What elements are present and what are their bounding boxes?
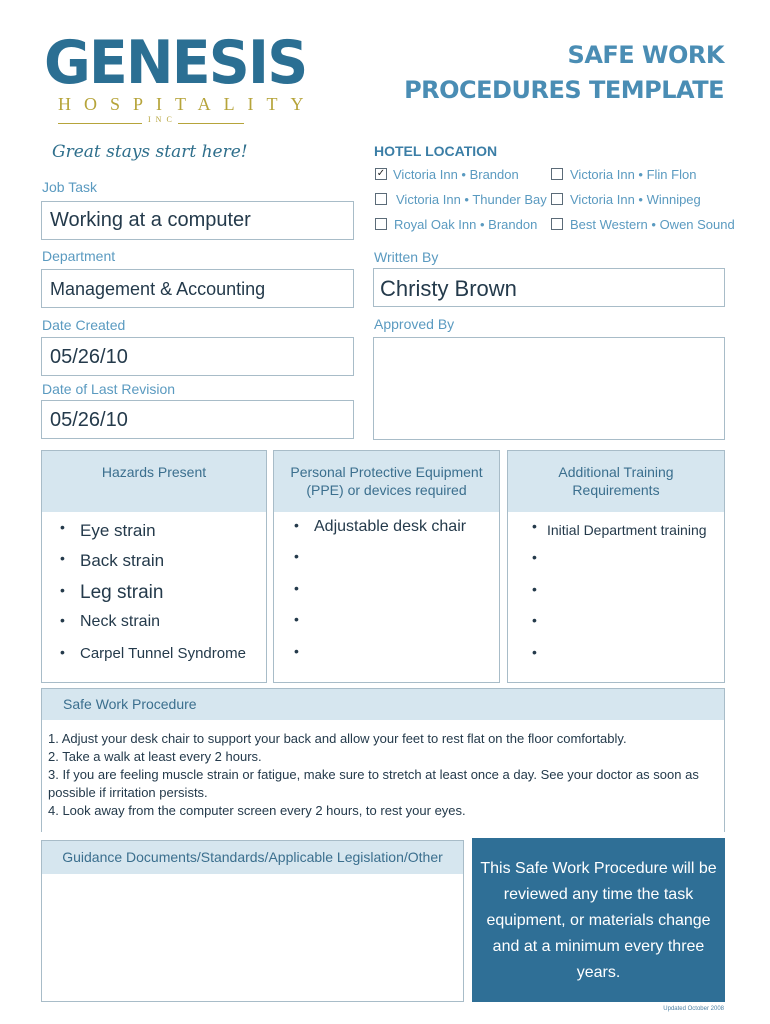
date-revision-field[interactable] bbox=[41, 400, 354, 439]
job-task-field[interactable] bbox=[41, 201, 354, 240]
hazard-item: Back strain bbox=[80, 551, 165, 570]
department-label: Department bbox=[42, 248, 116, 264]
bullet-icon: • bbox=[294, 611, 299, 627]
ppe-box bbox=[273, 450, 500, 683]
written-by-label: Written By bbox=[374, 249, 439, 265]
written-by-field[interactable] bbox=[373, 268, 725, 307]
procedure-line: 4. Look away from the computer screen every 2 hours, to rest your eyes. bbox=[48, 803, 466, 818]
bullet-icon: • bbox=[60, 612, 65, 628]
procedure-heading: Safe Work Procedure bbox=[42, 689, 724, 720]
ppe-heading-line-2: (PPE) or devices required bbox=[306, 482, 467, 498]
training-item: Initial Department training bbox=[547, 522, 707, 538]
bullet-icon: • bbox=[532, 612, 537, 628]
bullet-icon: • bbox=[60, 582, 65, 598]
procedure-text bbox=[48, 730, 728, 820]
date-created-value: 05/26/10 bbox=[50, 346, 128, 368]
bullet-icon: • bbox=[294, 548, 299, 564]
hazard-item: Carpel Tunnel Syndrome bbox=[80, 645, 246, 662]
hazard-item: Eye strain bbox=[80, 521, 156, 540]
logo-divider-left bbox=[58, 123, 142, 124]
approved-by-field[interactable] bbox=[373, 337, 725, 440]
date-revision-label: Date of Last Revision bbox=[42, 381, 176, 397]
checkbox-victoria-thunder-bay[interactable] bbox=[375, 193, 387, 205]
bullet-icon: • bbox=[60, 550, 65, 566]
guidance-box[interactable] bbox=[41, 840, 464, 1002]
option-victoria-brandon: Victoria Inn • Brandon bbox=[393, 167, 519, 182]
department-field[interactable] bbox=[41, 269, 354, 308]
hazard-item: Leg strain bbox=[80, 582, 164, 603]
procedure-line: 2. Take a walk at least every 2 hours. bbox=[48, 749, 262, 764]
page-title bbox=[404, 38, 724, 108]
hazards-heading: Hazards Present bbox=[42, 451, 266, 512]
checkbox-victoria-flin-flon[interactable] bbox=[551, 168, 563, 180]
bullet-icon: • bbox=[60, 519, 65, 535]
written-by-value: Christy Brown bbox=[380, 276, 517, 301]
bullet-icon: • bbox=[60, 644, 65, 660]
logo-subtext: HOSPITALITY bbox=[58, 94, 317, 114]
title-line-2: PROCEDURES TEMPLATE bbox=[404, 76, 724, 104]
training-heading bbox=[508, 451, 724, 512]
ppe-heading-line-1: Personal Protective Equipment bbox=[290, 464, 483, 480]
procedure-line: 3. If you are feeling muscle strain or fatigue, make sure to stretch at least once a day. See your doctor as soon as possible if irritation persists. bbox=[48, 767, 699, 800]
option-victoria-winnipeg: Victoria Inn • Winnipeg bbox=[570, 192, 701, 207]
updated-note: Updated October 2008 bbox=[663, 1006, 724, 1012]
bullet-icon: • bbox=[294, 580, 299, 596]
bullet-icon: • bbox=[532, 644, 537, 660]
date-created-field[interactable] bbox=[41, 337, 354, 376]
option-best-western-owen-sound: Best Western • Owen Sound bbox=[570, 217, 735, 232]
logo-divider-right bbox=[178, 123, 244, 124]
hotel-location-heading: HOTEL LOCATION bbox=[374, 143, 498, 159]
approved-by-label: Approved By bbox=[374, 316, 455, 332]
option-royal-oak-brandon: Royal Oak Inn • Brandon bbox=[394, 217, 538, 232]
training-heading-line-1: Additional Training bbox=[558, 464, 674, 480]
procedure-line: 1. Adjust your desk chair to support your back and allow your feet to rest flat on the floor comfortably. bbox=[48, 731, 627, 746]
job-task-value: Working at a computer bbox=[50, 209, 251, 231]
training-box bbox=[507, 450, 725, 683]
review-note: This Safe Work Procedure will be reviewed any time the task equipment, or materials change and at a minimum every three years. bbox=[472, 838, 725, 1002]
ppe-item: Adjustable desk chair bbox=[314, 518, 467, 535]
guidance-heading: Guidance Documents/Standards/Applicable Legislation/Other bbox=[42, 841, 463, 874]
date-created-label: Date Created bbox=[42, 317, 126, 333]
checkbox-best-western-owen-sound[interactable] bbox=[551, 218, 563, 230]
logo-inc: INC bbox=[148, 115, 177, 124]
bullet-icon: • bbox=[532, 549, 537, 565]
ppe-heading bbox=[274, 451, 499, 512]
company-logo: GENESIS bbox=[44, 28, 307, 98]
option-victoria-flin-flon: Victoria Inn • Flin Flon bbox=[570, 167, 697, 182]
checkbox-royal-oak-brandon[interactable] bbox=[375, 218, 387, 230]
hazard-item: Neck strain bbox=[80, 613, 161, 630]
bullet-icon: • bbox=[532, 518, 537, 534]
bullet-icon: • bbox=[294, 517, 299, 533]
job-task-label: Job Task bbox=[42, 179, 97, 195]
tagline: Great stays start here! bbox=[52, 142, 248, 162]
title-line-1: SAFE WORK bbox=[567, 41, 724, 69]
date-revision-value: 05/26/10 bbox=[50, 409, 128, 431]
bullet-icon: • bbox=[532, 581, 537, 597]
training-heading-line-2: Requirements bbox=[572, 482, 660, 498]
checkbox-victoria-brandon[interactable]: ✓ bbox=[376, 168, 386, 179]
department-value: Management & Accounting bbox=[50, 279, 266, 299]
option-victoria-thunder-bay: Victoria Inn • Thunder Bay bbox=[396, 192, 547, 207]
checkbox-victoria-winnipeg[interactable] bbox=[551, 193, 563, 205]
bullet-icon: • bbox=[294, 643, 299, 659]
